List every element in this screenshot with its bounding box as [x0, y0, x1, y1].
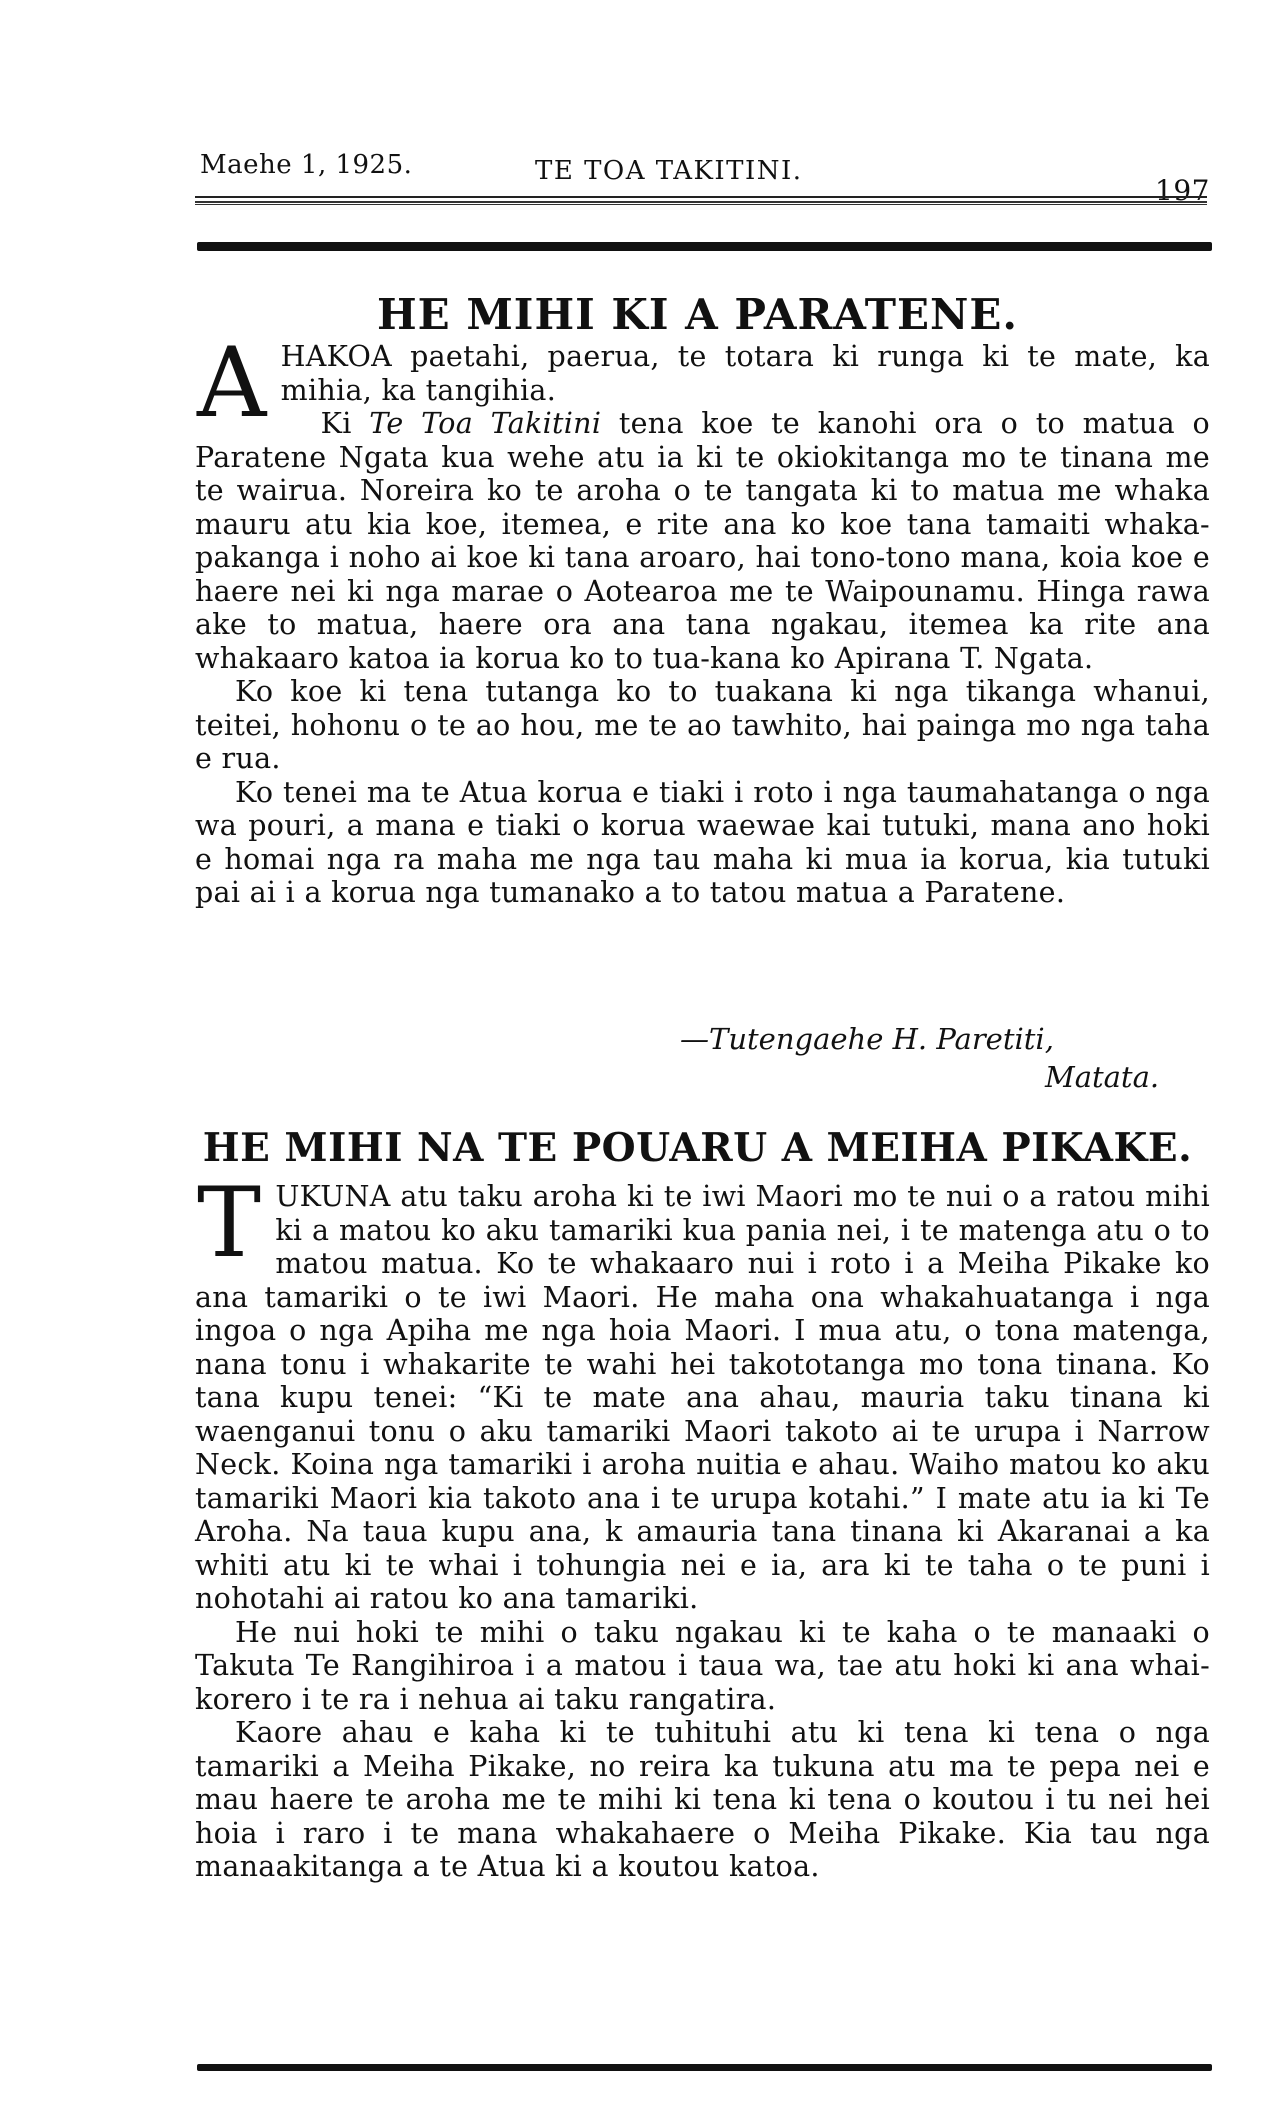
article1-signature-name: —Tutengaehe H. Paretiti,: [680, 1022, 1054, 1056]
article1-paragraph-2: Ki Te Toa Takitini tena koe te kanohi ora o to matua o Paratene Ngata kua wehe atu ia ki te okiokitanga mo te tinana me te wairua. Noreira ko te aroha o te tangata ki to matua me whaka mauru atu kia koe, itemea, e rite ana ko koe tana tamaiti whaka-pakanga i noho ai koe ki tana aroaro, hai tono-tono mana, koia koe e haere nei ki nga marae o Aotearoa me te Waipounamu. Hinga rawa ake to matua, haere ora ana tana ngakau, itemea ka rite ana whakaaro katoa ia korua ko to tua-kana ko Apirana T. Ngata.: [195, 407, 1210, 675]
article1-paragraph-1: AHAKOA paetahi, paerua, te totara ki runga ki te mate, ka mihia, ka tangihia.: [197, 327, 1210, 439]
journal-name-italic: Te Toa Takitini: [369, 407, 602, 440]
running-header: [200, 150, 1210, 207]
article1-body: [195, 327, 1210, 910]
article1-dropcap: A: [197, 327, 267, 439]
top-divider: [197, 242, 1212, 251]
page-number: 197: [1155, 174, 1210, 207]
header-journal-title: TE TOA TAKITINI.: [535, 156, 803, 186]
article2-paragraph-1: TUKUNA atu taku aroha ki te iwi Maori mo te nui o a ratou mihi ki a matou ko aku tamariki kua pania nei, i te matenga atu o to matou matua. Ko te whakaaro nui i roto i a Meiha Pikake ko ana tamariki o te iwi Maori. He maha ona whakahuatanga i nga ingoa o nga Apiha me nga hoia Maori. I mua atu, o tona matenga, nana tonu i whakarite te wahi hei takototanga mo tona tinana. Ko tana kupu tenei: “Ki te mate ana ahau, mauria taku tinana ki waenganui tonu o aku tamariki Maori takoto ai te urupa i Narrow Neck. Koina nga tamariki i aroha nuitia e ahau. Waiho matou ko aku tamariki Maori kia takoto ana i te urupa kotahi.” I mate atu ia ki Te Aroha. Na taua kupu ana, k amauria tana tinana ki Akaranai a ka whiti atu ki te whai i tohungia nei e ia, ara ki te taha o te puni i nohotahi ai ratou ko ana tamariki.: [195, 1167, 1210, 1615]
article2-dropcap: T: [197, 1167, 262, 1279]
article1-title: HE MIHI KI A PARATENE.: [377, 290, 1018, 339]
document-page: [185, 0, 1210, 2124]
article1-paragraph-3: Ko koe ki tena tutanga ko to tuakana ki nga tikanga whanui, teitei, hohonu o te ao hou, me te ao tawhito, hai painga mo nga taha e rua.: [195, 675, 1210, 775]
article1-signature-place: Matata.: [1045, 1060, 1160, 1094]
article1-paragraph-4: Ko tenei ma te Atua korua e tiaki i roto i nga taumahatanga o nga wa pouri, a mana e tiaki o korua waewae kai tutuki, mana ano hoki e homai nga ra maha me nga tau maha ki mua ia korua, kia tutuki pai ai i a korua nga tumanako a to tatou matua a Paratene.: [195, 775, 1210, 909]
article2-title: HE MIHI NA TE POUARU A MEIHA PIKAKE.: [202, 1125, 1193, 1171]
bottom-divider: [197, 2064, 1212, 2071]
article2-paragraph-2: He nui hoki te mihi o taku ngakau ki te kaha o te manaaki o Takuta Te Rangihiroa i a matou i taua wa, tae atu hoki ki ana whai-korero i te ra i nehua ai taku rangatira.: [195, 1615, 1210, 1716]
article2-body: [195, 1167, 1210, 1884]
header-date: Maehe 1, 1925.: [200, 150, 413, 180]
article2-paragraph-3: Kaore ahau e kaha ki te tuhituhi atu ki tena ki tena o nga tamariki a Meiha Pikake, no reira ka tukuna atu ma te pepa nei e mau haere te aroha me te mihi ki tena ki tena o koutou i tu nei hei hoia i raro i te mana whakahaere o Meiha Pikake. Kia tau nga manaakitanga a te Atua ki a koutou katoa.: [195, 1716, 1210, 1883]
header-rule-lower: [195, 204, 1207, 205]
header-rule: [195, 196, 1207, 198]
